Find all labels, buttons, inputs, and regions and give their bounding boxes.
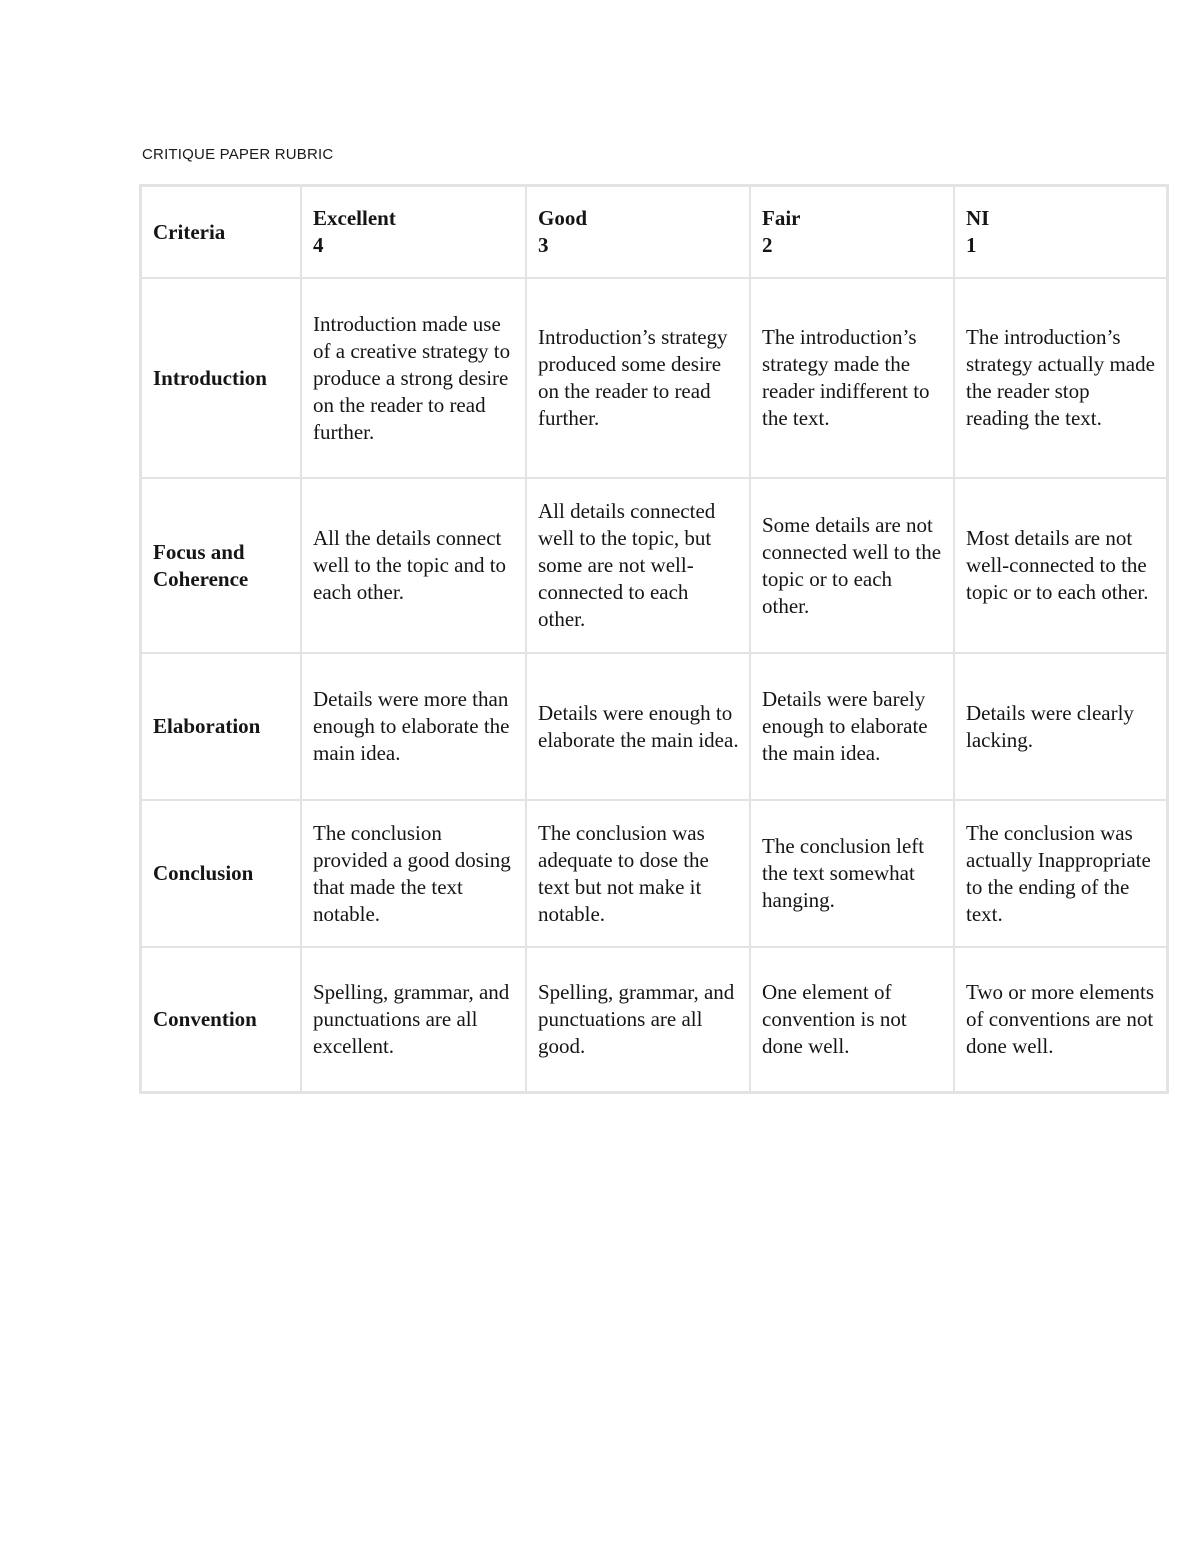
level-score: 2 [762, 233, 773, 257]
rubric-cell-ni: The introduction’s strategy actually made the reader stop reading the text. [954, 278, 1167, 478]
rubric-cell-ni: Most details are not well-connected to the topic or to each other. [954, 478, 1167, 653]
rubric-cell-ni: Two or more elements of conventions are not done well. [954, 947, 1167, 1092]
rubric-cell-ni: Details were clearly lacking. [954, 653, 1167, 800]
criterion-label: Conclusion [141, 800, 301, 947]
rubric-cell-excellent: Introduction made use of a creative strategy to produce a strong desire on the reader to read further. [301, 278, 526, 478]
rubric-cell-fair: One element of convention is not done well. [750, 947, 954, 1092]
rubric-cell-excellent: The conclusion provided a good dosing that made the text notable. [301, 800, 526, 947]
rubric-cell-fair: Some details are not connected well to the topic or to each other. [750, 478, 954, 653]
rubric-row-focus-and-coherence [141, 478, 1167, 653]
rubric-row-introduction [141, 278, 1167, 478]
criterion-label: Introduction [141, 278, 301, 478]
rubric-cell-excellent: Spelling, grammar, and punctuations are all excellent. [301, 947, 526, 1092]
level-header-excellent [301, 186, 526, 278]
rubric-cell-ni: The conclusion was actually Inappropriate to the ending of the text. [954, 800, 1167, 947]
level-name: NI [966, 206, 990, 230]
level-name: Fair [762, 206, 801, 230]
criterion-label: Focus and Coherence [141, 478, 301, 653]
rubric-cell-good: Details were enough to elaborate the main idea. [526, 653, 750, 800]
rubric-cell-good: Spelling, grammar, and punctuations are all good. [526, 947, 750, 1092]
rubric-cell-excellent: Details were more than enough to elaborate the main idea. [301, 653, 526, 800]
rubric-cell-good: Introduction’s strategy produced some desire on the reader to read further. [526, 278, 750, 478]
rubric-row-conclusion [141, 800, 1167, 947]
level-header-good [526, 186, 750, 278]
rubric-cell-fair: Details were barely enough to elaborate the main idea. [750, 653, 954, 800]
rubric-cell-good: All details connected well to the topic, but some are not well-connected to each other. [526, 478, 750, 653]
level-header-ni [954, 186, 1167, 278]
level-header-fair [750, 186, 954, 278]
rubric-cell-fair: The conclusion left the text somewhat hanging. [750, 800, 954, 947]
rubric-header-row [141, 186, 1167, 278]
level-name: Excellent [313, 206, 396, 230]
criterion-label: Convention [141, 947, 301, 1092]
level-score: 3 [538, 233, 549, 257]
criteria-header: Criteria [141, 186, 301, 278]
rubric-table [139, 184, 1169, 1094]
rubric-cell-fair: The introduction’s strategy made the reader indifferent to the text. [750, 278, 954, 478]
level-name: Good [538, 206, 588, 230]
level-score: 4 [313, 233, 324, 257]
level-score: 1 [966, 233, 977, 257]
criterion-label: Elaboration [141, 653, 301, 800]
rubric-row-elaboration [141, 653, 1167, 800]
rubric-cell-excellent: All the details connect well to the topic and to each other. [301, 478, 526, 653]
rubric-cell-good: The conclusion was adequate to dose the text but not make it notable. [526, 800, 750, 947]
rubric-row-convention [141, 947, 1167, 1092]
document-title: CRITIQUE PAPER RUBRIC [142, 146, 334, 163]
